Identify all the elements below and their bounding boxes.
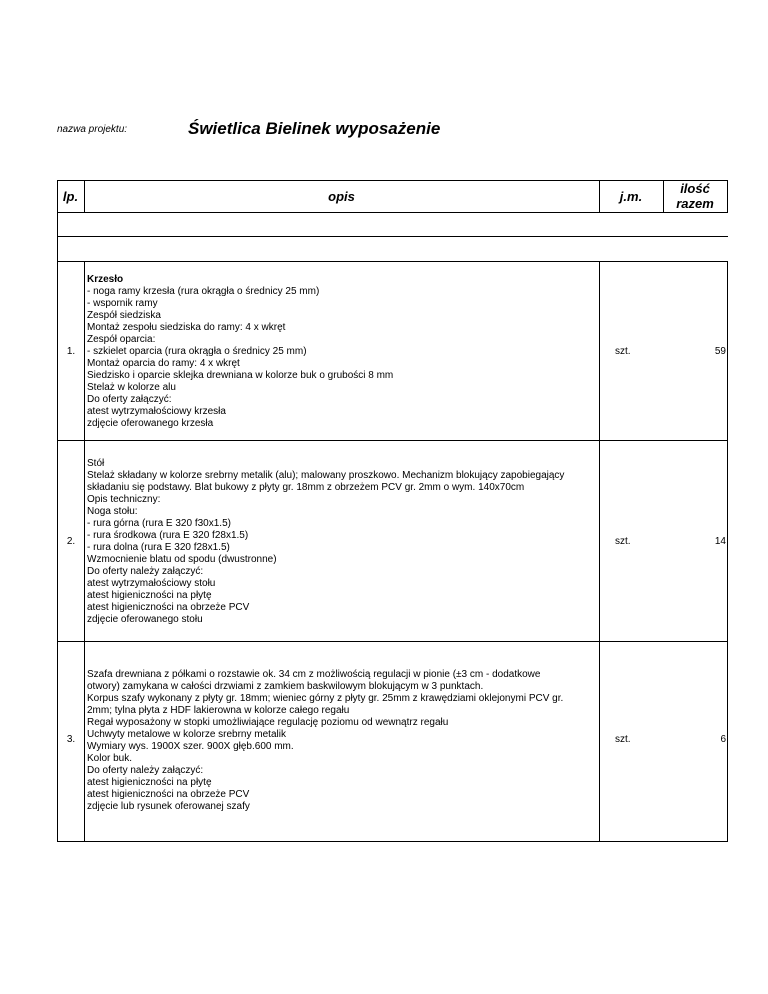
row-2-description [87,458,599,626]
desc-line: Wzmocnienie blatu od spodu (dwustronne) [87,554,277,565]
header-ilosc: ilość [680,181,710,196]
desc-line: zdjęcie oferowanego krzesła [87,418,214,429]
desc-line: 2mm; tylna płyta z HDF lakierowna w kolorze całego regału [87,705,350,716]
row-1-title: Krzesło [87,274,124,285]
desc-line: - rura górna (rura E 320 f30x1.5) [87,518,231,529]
row-3-number: 3. [66,734,76,745]
desc-line: atest higieniczności na obrzeże PCV [87,602,250,613]
grid-line [57,440,728,441]
header-jm: j.m. [619,189,643,204]
header-opis: opis [328,189,355,204]
desc-line: Noga stołu: [87,506,138,517]
desc-line: Stelaż składany w kolorze srebrny metalik (alu); malowany proszkowo. Mechanizm blokujący zapobiegający [87,470,565,481]
row-3-qty: 6 [720,734,726,745]
row-1-qty: 59 [714,346,726,357]
desc-line: Montaż zespołu siedziska do ramy: 4 x wkręt [87,322,286,333]
grid-line [57,212,728,213]
desc-line: Zespół siedziska [87,310,161,321]
grid-line [57,180,728,181]
desc-line: Stelaż w kolorze alu [87,382,176,393]
desc-line: Regał wyposażony w stopki umożliwiające regulację poziomu od wewnątrz regału [87,717,449,728]
desc-line: Siedzisko i oparcie sklejka drewniana w kolorze buk o grubości 8 mm [87,370,394,381]
grid-line [727,180,728,212]
desc-line: Kolor buk. [87,753,133,764]
desc-line: - rura środkowa (rura E 320 f28x1.5) [87,530,249,541]
header-lp: lp. [62,189,79,204]
desc-line: Wymiary wys. 1900X szer. 900X głęb.600 mm. [87,741,294,752]
desc-line: Do oferty należy załączyć: [87,765,204,776]
desc-line: Do oferty należy załączyć: [87,566,204,577]
desc-line: otwory) zamykana w całości drzwiami z zamkiem baskwilowym blokującym w 3 punktach. [87,681,484,692]
grid-line [57,236,728,237]
desc-line: Uchwyty metalowe w kolorze srebrny metalik [87,729,286,740]
desc-line: atest higieniczności na płytę [87,590,212,601]
grid-line [57,841,728,842]
desc-line: Zespół oparcia: [87,334,156,345]
grid-line [57,212,58,261]
project-title: Świetlica Bielinek wyposażenie [188,119,441,138]
desc-line: Szafa drewniana z półkami o rozstawie ok. 34 cm z możliwością regulacji w pionie (±3 cm - dodatkowe [87,669,541,680]
desc-line: składaniu się podstawy. Blat bukowy z płyty gr. 18mm z obrzeżem PCV gr. 2mm o wym. 140x70cm [87,482,525,493]
row-2-qty: 14 [714,536,726,547]
row-3-description [87,669,599,813]
desc-line: Korpus szafy wykonany z płyty gr. 18mm; wieniec górny z płyty gr. 25mm z krawędziami oklejonymi PCV gr. [87,693,564,704]
desc-line: zdjęcie oferowanego stołu [87,614,203,625]
desc-line: - szkielet oparcia (rura okrągła o średnicy 25 mm) [87,346,307,357]
grid-line [84,261,85,841]
grid-line [727,261,728,841]
desc-line: atest higieniczności na obrzeże PCV [87,789,250,800]
desc-line: - noga ramy krzesła (rura okrągła o średnicy 25 mm) [87,286,320,297]
desc-line: Montaż oparcia do ramy: 4 x wkręt [87,358,240,369]
row-2-title: Stół [87,458,105,469]
row-1-number: 1. [66,346,76,357]
grid-line [57,641,728,642]
desc-line: Opis techniczny: [87,494,161,505]
project-label: nazwa projektu: [57,124,128,135]
grid-line [57,261,728,262]
row-2-unit: szt. [615,536,631,547]
desc-line: atest wytrzymałościowy krzesła [87,406,226,417]
row-3-unit: szt. [615,734,631,745]
desc-line: - wspornik ramy [87,298,158,309]
desc-line: zdjęcie lub rysunek oferowanej szafy [87,801,250,812]
desc-line: atest higieniczności na płytę [87,777,212,788]
row-1-unit: szt. [615,346,631,357]
row-1-description [87,274,599,430]
desc-line: - rura dolna (rura E 320 f28x1.5) [87,542,230,553]
desc-line: atest wytrzymałościowy stołu [87,578,216,589]
row-2-number: 2. [66,536,76,547]
grid-line [599,261,600,841]
desc-line: Do oferty załączyć: [87,394,172,405]
header-razem: razem [676,196,714,211]
